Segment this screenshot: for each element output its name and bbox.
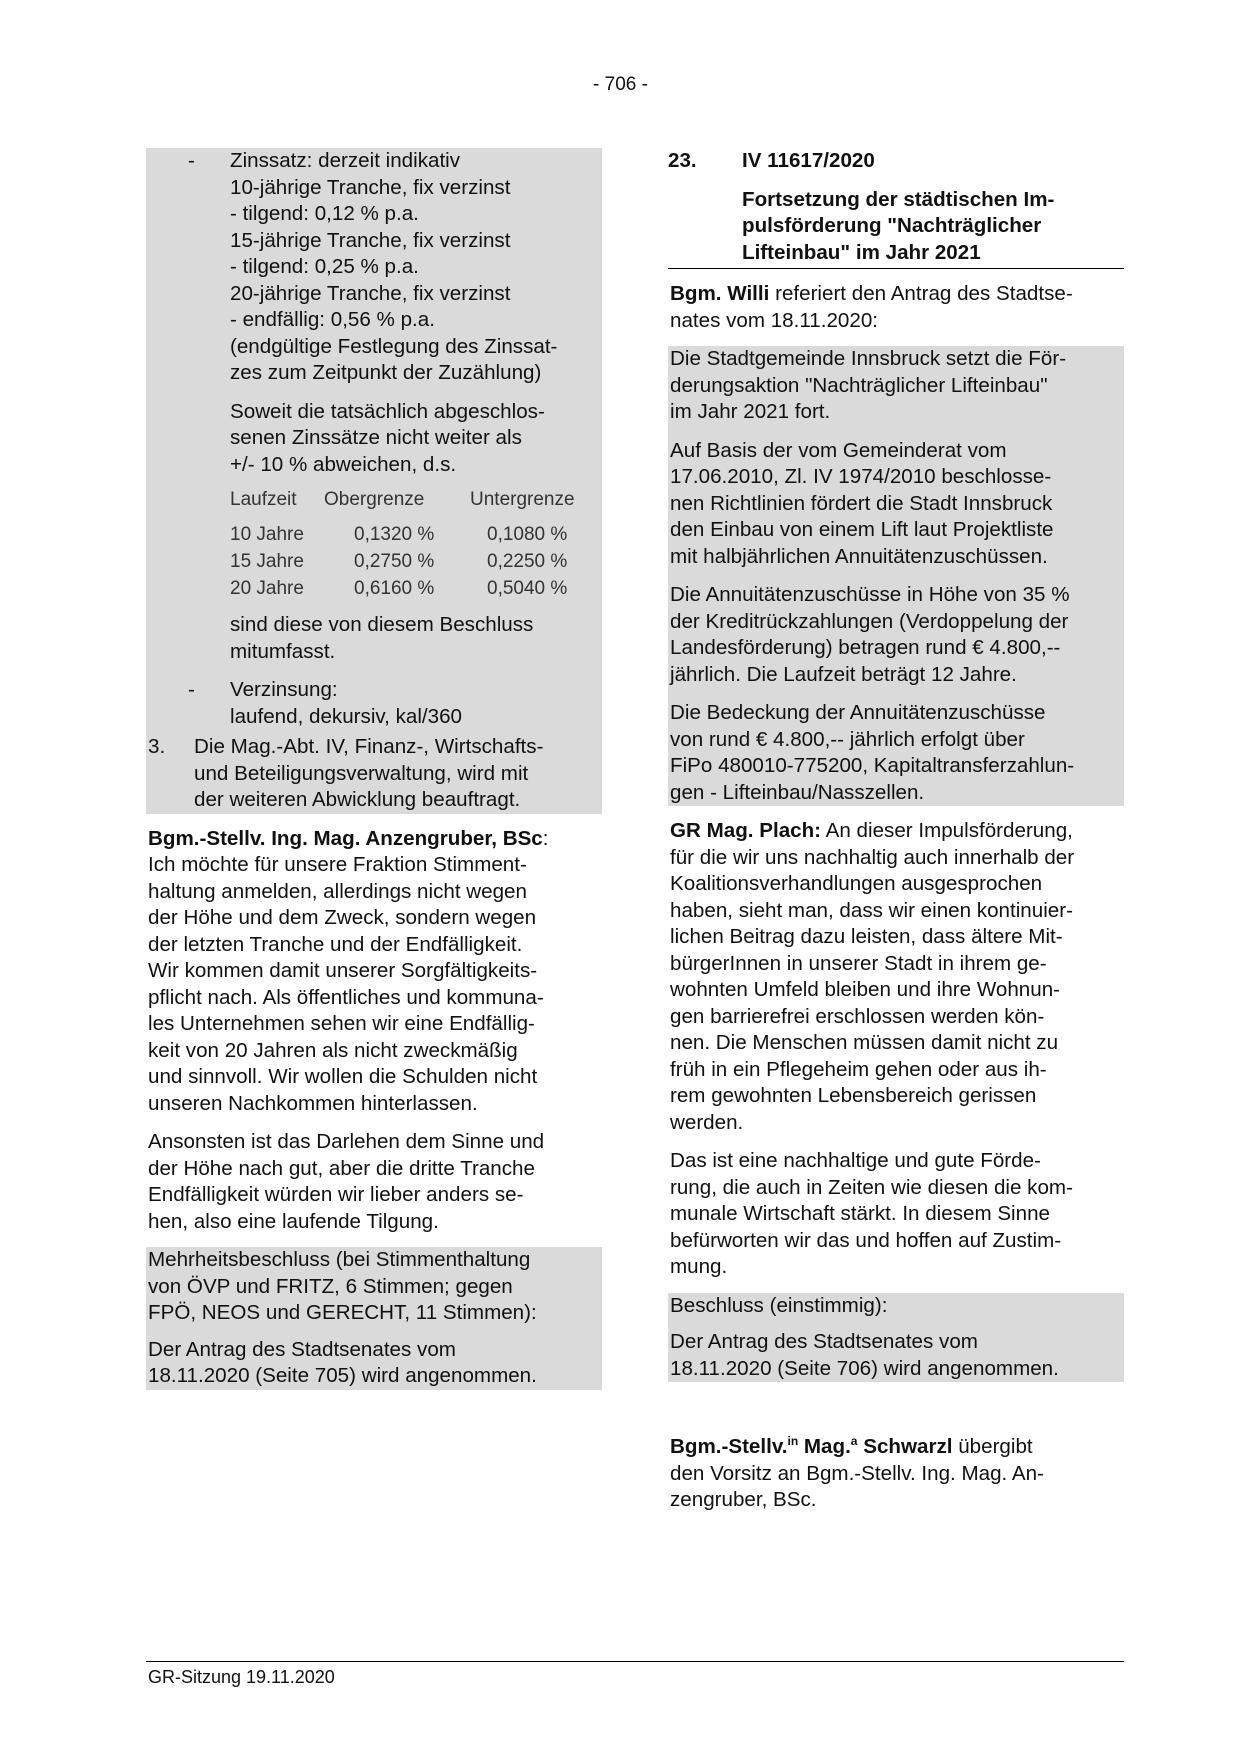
text-line: Mehrheitsbeschluss (bei Stimmenthaltung (148, 1248, 531, 1271)
text-line: nen. Die Menschen müssen damit nicht zu (670, 1031, 1059, 1054)
table-cell: 0,6160 % (354, 578, 435, 599)
text-line: Ansonsten ist das Darlehen dem Sinne und (148, 1130, 545, 1153)
text-line: rung, die auch in Zeiten wie diesen die kom- (670, 1175, 1073, 1199)
text-line: Koalitionsverhandlungen ausgesprochen (670, 872, 1043, 895)
title-line: pulsförderung "Nachträglicher (742, 214, 1042, 237)
item-number: 3. (148, 735, 166, 758)
zinssatz-line: (endgültige Festlegung des Zinssat- (230, 334, 558, 358)
text-line: Die Mag.-Abt. IV, Finanz-, Wirtschafts- (194, 735, 544, 758)
agenda-item-title (668, 187, 1124, 267)
text-line: und Beteiligungsverwaltung, wird mit (194, 761, 529, 785)
text-line: hen, also eine laufende Tilgung. (148, 1209, 439, 1233)
text-line: Endfälligkeit würden wir lieber anders se- (148, 1183, 524, 1206)
table-cell: 0,5040 % (487, 578, 568, 599)
title-line: Lifteinbau" im Jahr 2021 (742, 240, 981, 264)
text-line: zengruber, BSc. (670, 1488, 817, 1511)
text-line: pflicht nach. Als öffentliches und kommuna- (148, 985, 544, 1009)
text-line: les Unternehmen sehen wir eine Endfällig- (148, 1012, 535, 1035)
handover-paragraph (668, 1434, 1124, 1514)
text-line: +/- 10 % abweichen, d.s. (230, 452, 457, 476)
table-cell: 10 Jahre (230, 524, 304, 545)
text-line: nates vom 18.11.2020: (670, 308, 878, 332)
text-line: mit halbjährlichen Annuitätenzuschüssen. (670, 544, 1048, 568)
motion-paragraph (670, 438, 1122, 571)
text-line: befürworten wir das und hoffen auf Zustim- (670, 1228, 1062, 1252)
text-line: Das ist eine nachhaltige und gute Förde- (670, 1149, 1041, 1172)
colon: : (542, 826, 549, 850)
motion-paragraph (670, 700, 1122, 806)
interest-table (146, 486, 602, 602)
resolution-text: Beschluss (einstimmig): (670, 1293, 888, 1317)
text-line: lichen Beitrag dazu leisten, dass ältere Mit- (670, 925, 1063, 948)
text-line: der weiteren Abwicklung beauftragt. (194, 788, 521, 811)
text-line: von ÖVP und FRITZ, 6 Stimmen; gegen (148, 1274, 513, 1298)
text-line: Die Annuitätenzuschüsse in Höhe von 35 % (670, 583, 1070, 606)
table-cell: 20 Jahre (230, 578, 304, 599)
zinssatz-line: - tilgend: 0,12 % p.a. (230, 202, 419, 225)
zinssatz-line: - tilgend: 0,25 % p.a. (230, 255, 419, 278)
zinssatz-label: Zinssatz: derzeit indikativ (230, 149, 461, 172)
text-line: früh in ein Pflegeheim gehen oder aus ih- (670, 1057, 1047, 1081)
table-header: Laufzeit (230, 489, 297, 510)
resolution-text (148, 1247, 600, 1327)
text-line: Der Antrag des Stadtsenates vom (148, 1337, 456, 1361)
zinssatz-line: 10-jährige Tranche, fix verzinst (230, 175, 511, 199)
text-line: Landesförderung) betragen rund € 4.800,-- (670, 636, 1061, 659)
title-line: Fortsetzung der städtischen Im- (742, 187, 1055, 211)
text-line: von rund € 4.800,-- jährlich erfolgt über (670, 727, 1025, 751)
text-span: übergibt (952, 1435, 1033, 1458)
table-cell: 0,2750 % (354, 551, 435, 572)
text-line: Wir kommen damit unserer Sorgfältigkeits- (148, 959, 538, 982)
text-line: 17.06.2010, Zl. IV 1974/2010 beschlosse- (670, 465, 1052, 488)
motion-box (668, 346, 1124, 806)
text-line: den Einbau von einem Lift laut Projektliste (670, 518, 1054, 541)
sind-paragraph (146, 612, 602, 665)
text-line: wohnten Umfeld bleiben und ihre Wohnun- (670, 978, 1061, 1001)
text-line: unseren Nachkommen hinterlassen. (148, 1091, 478, 1115)
text-span: referiert den Antrag des Stadtse- (769, 282, 1073, 305)
left-column (146, 148, 602, 1390)
speech-plach-2 (668, 1148, 1124, 1281)
text-line: der Höhe nach gut, aber die dritte Tranche (148, 1156, 535, 1180)
text-line: derungsaktion "Nachträglicher Lifteinbau" (670, 373, 1048, 397)
text-line: Auf Basis der vom Gemeinderat vom (670, 438, 1007, 462)
agenda-item-number: 23. (668, 149, 697, 172)
text-line: der Kreditrückzahlungen (Verdoppelung der (670, 609, 1069, 633)
text-line: für die wir uns nachhaltig auch innerhalb der (670, 845, 1075, 869)
table-cell: 15 Jahre (230, 551, 304, 572)
speaker-name: Bgm.-Stellv. (670, 1435, 788, 1458)
text-line: der Höhe und dem Zweck, sondern wegen (148, 906, 537, 929)
table-row (230, 575, 602, 602)
text-line: 18.11.2020 (Seite 706) wird angenommen. (670, 1356, 1059, 1380)
text-line: Die Stadtgemeinde Innsbruck setzt die För- (670, 347, 1067, 370)
accepted-text (670, 1329, 1122, 1382)
text-line: bürgerInnen in unserer Stadt in ihrem ge- (670, 951, 1047, 975)
table-header: Untergrenze (470, 489, 575, 510)
text-line: Ich möchte für unsere Fraktion Stimment- (148, 853, 527, 876)
intro-paragraph (668, 281, 1124, 334)
motion-paragraph (670, 346, 1122, 426)
motion-paragraph (670, 582, 1122, 688)
footer-divider (146, 1661, 1124, 1662)
soweit-paragraph (146, 399, 602, 479)
text-line: 18.11.2020 (Seite 705) wird angenommen. (148, 1364, 537, 1387)
table-header: Obergrenze (324, 489, 425, 510)
text-line: mitumfasst. (230, 639, 336, 663)
dash-marker: - (188, 678, 195, 701)
table-row (230, 548, 602, 575)
text-line: werden. (670, 1110, 744, 1134)
speaker-name: Mag. (798, 1435, 851, 1458)
text-line: gen - Lifteinbau/Nasszellen. (670, 780, 925, 804)
table-header-row (230, 486, 602, 513)
footer-text: GR-Sitzung 19.11.2020 (148, 1667, 335, 1687)
speaker-name: GR Mag. Plach: (670, 819, 822, 842)
zinssatz-line: - endfällig: 0,56 % p.a. (230, 308, 435, 331)
superscript: a (850, 1434, 858, 1449)
text-line: Soweit die tatsächlich abgeschlos- (230, 399, 545, 423)
resolution-box (668, 1293, 1124, 1383)
text-line: haltung anmelden, allerdings nicht wegen (148, 879, 527, 903)
speaker-name: Bgm. Willi (670, 282, 770, 305)
text-line: gen barrierefrei erschlossen werden kön- (670, 1004, 1045, 1028)
text-line: mung. (670, 1255, 728, 1278)
verzinsung-label: Verzinsung: (230, 678, 338, 701)
superscript: in (787, 1434, 799, 1449)
verzinsung-item (146, 677, 602, 730)
resolution-box (146, 1247, 602, 1390)
zinssatz-line: zes zum Zeitpunkt der Zuzählung) (230, 361, 542, 384)
text-line: rem gewohnten Lebensbereich gerissen (670, 1084, 1037, 1107)
text-line: keit von 20 Jahren als nicht zweckmäßig (148, 1038, 518, 1062)
text-line: Der Antrag des Stadtsenates vom (670, 1330, 978, 1353)
zinssatz-line: 20-jährige Tranche, fix verzinst (230, 281, 511, 305)
text-line: Die Bedeckung der Annuitätenzuschüsse (670, 701, 1046, 724)
table-cell: 0,1320 % (354, 524, 435, 545)
dash-marker: - (188, 149, 195, 172)
item-3 (146, 734, 602, 814)
text-line: und sinnvoll. Wir wollen die Schulden nicht (148, 1065, 538, 1088)
text-line: nen Richtlinien fördert die Stadt Innsbruck (670, 491, 1053, 515)
table-cell: 0,1080 % (487, 524, 568, 545)
page-number: - 706 - (593, 74, 648, 95)
speech-plach (668, 818, 1124, 1136)
text-line: der letzten Tranche und der Endfälligkeit. (148, 932, 523, 956)
text-line: FiPo 480010-775200, Kapitaltransferzahlun- (670, 754, 1075, 777)
text-line: jährlich. Die Laufzeit beträgt 12 Jahre. (670, 662, 1017, 686)
table-cell: 0,2250 % (487, 551, 568, 572)
speaker-name: Schwarzl (857, 1435, 953, 1458)
text-line: FPÖ, NEOS und GERECHT, 11 Stimmen): (148, 1301, 537, 1324)
text-line: munale Wirtschaft stärkt. In diesem Sinne (670, 1202, 1050, 1225)
text-line: im Jahr 2021 fort. (670, 400, 831, 423)
agenda-item-reference: IV 11617/2020 (742, 149, 875, 172)
text-line: senen Zinssätze nicht weiter als (230, 426, 522, 449)
text-line: sind diese von diesem Beschluss (230, 613, 534, 636)
text-line: haben, sieht man, dass wir einen kontinuier- (670, 898, 1073, 922)
right-column (668, 148, 1124, 1514)
agenda-item-header (668, 148, 1124, 269)
text-span: An dieser Impulsförderung, (821, 819, 1073, 842)
table-row (230, 521, 602, 548)
text-line: den Vorsitz an Bgm.-Stellv. Ing. Mag. An- (670, 1461, 1044, 1485)
speech-anzengruber-2 (146, 1129, 602, 1235)
speaker-name: Bgm.-Stellv. Ing. Mag. Anzengruber, BSc (148, 826, 543, 850)
accepted-text (148, 1337, 600, 1390)
zinssatz-item (146, 148, 602, 387)
speech-anzengruber (146, 826, 602, 1118)
zinssatz-line: 15-jährige Tranche, fix verzinst (230, 228, 511, 252)
motion-continuation (146, 148, 602, 814)
verzinsung-value: laufend, dekursiv, kal/360 (230, 704, 463, 728)
